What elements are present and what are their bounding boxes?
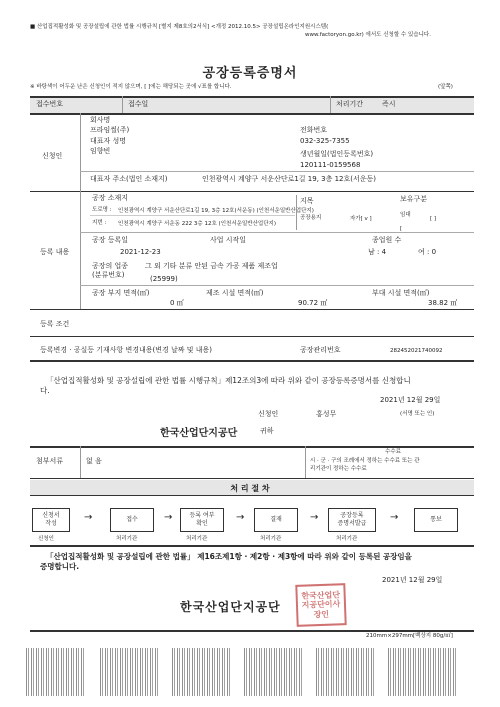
lot-address-value: 인천광역시 계양구 서운동 222 3층 12호 (인천서운일반산업단지) — [118, 221, 276, 227]
procedure-step-1: 신청서 작성 — [32, 508, 70, 532]
fee-text: 시 · 군 · 구의 조례에서 정하는 수수료 또는 관 — [310, 458, 420, 464]
issuer-name: 한국산업단지공단 — [180, 600, 281, 614]
procedure-step-5: 공장등록 증명서발급 — [328, 508, 376, 532]
barcode-4 — [244, 648, 304, 696]
factory-location-label: 공장 소재지 — [92, 194, 129, 202]
address-value: 인천광역시 계양구 서운산단로1길 19, 3층 12호(서운동) — [202, 175, 377, 183]
processing-period-value: 즉시 — [382, 100, 396, 108]
certification-text-cont: 증명합니다. — [40, 562, 80, 571]
procedure-step-3: 등록 여부 확인 — [180, 508, 224, 532]
arrow-icon: → — [164, 512, 173, 523]
ownership-self: 자가[ v ] — [350, 216, 372, 222]
conditions-label: 등록 조건 — [40, 320, 70, 328]
procedure-actor-4: 처리기관 — [260, 536, 282, 542]
ownership-lease-box: [ ] — [430, 216, 437, 222]
request-text: 「산업집적활성화 및 공장설립에 관한 법률 시행규칙」제12조의3에 따라 위와 같이 공장등록증명서를 신청합니 — [46, 376, 411, 385]
ownership-label: 보유구분 — [400, 195, 428, 203]
barcode-5 — [316, 648, 376, 696]
applicant-section-label: 신청인 — [42, 152, 63, 160]
procedure-actor-2: 처리기관 — [116, 536, 138, 542]
receipt-number-label: 접수번호 — [36, 100, 64, 108]
arrow-icon: → — [84, 512, 93, 523]
annex-area-label: 부대 시설 면적(㎡) — [372, 289, 430, 297]
building-area-value: 90.72 ㎡ — [298, 299, 328, 307]
site-area-label: 공장 부지 면적(㎡) — [92, 289, 150, 297]
employees-male: 남 : 4 — [368, 248, 387, 256]
road-address-label: 도로명 : — [92, 207, 112, 213]
employees-label: 종업원 수 — [372, 236, 402, 244]
industry-value: 그 외 기타 분류 안된 금속 가공 제품 제조업 — [145, 262, 278, 270]
request-text-cont: 다. — [40, 386, 50, 395]
birth-value: 120111-0159568 — [300, 161, 361, 169]
operation-start-label: 사업 시작일 — [210, 236, 247, 244]
annex-area-value: 38.82 ㎡ — [428, 299, 458, 307]
form-reference: ■ 산업집적활성화 및 공장설립에 관한 법률 시행규칙 [별지 제8호의2서식] <개정 2012.10.5> 공장설립온라인지원시스템( — [30, 24, 329, 30]
registration-date-value: 2021-12-23 — [120, 248, 161, 256]
procedure-actor-5: 처리기관 — [336, 536, 358, 542]
registration-date-label: 공장 등록일 — [92, 236, 129, 244]
road-address-value: 인천광역시 계양구 서운산단로1길 19, 3층 12호(서운동) (인천서운일반산업단지) — [118, 208, 314, 214]
building-area-label: 제조 시설 면적(㎡) — [206, 289, 264, 297]
address-label: 대표자 주소(법인 소재지) — [90, 175, 168, 183]
barcode-3 — [172, 648, 232, 696]
industry-sub-label: (분류번호) — [92, 271, 125, 279]
barcode-6 — [388, 648, 458, 696]
attachments-label: 첨부서류 — [36, 457, 64, 465]
representative-value: 임향빈 — [90, 147, 111, 155]
request-recipient: 한국산업단지공단 — [160, 428, 238, 439]
processing-period-label: 처리기간 — [336, 100, 364, 108]
form-reference-cont: www.factoryon.go.kr) 에서도 신청할 수 있습니다. — [305, 32, 431, 38]
procedure-title: 처 리 절 차 — [230, 484, 270, 493]
site-type-value: 공장용지 — [300, 215, 322, 221]
procedure-step-4: 결재 — [254, 508, 298, 532]
arrow-icon: → — [390, 512, 399, 523]
phone-value: 032-325-7355 — [300, 137, 350, 145]
jimok-label: 지목 — [300, 197, 314, 205]
certification-date: 2021년 12월 29일 — [382, 576, 443, 584]
certification-text: 「산업집적활성화 및 공장설립에 관한 법률」 제16조제1항 · 제2항 · 제3항에 따라 위와 같이 등록된 공장임을 — [46, 552, 412, 561]
ownership-bracket: [ — [400, 226, 403, 232]
birth-label: 생년월일(법인등록번호) — [300, 150, 374, 158]
barcode-2 — [100, 648, 160, 696]
signature-hint: (서명 또는 인) — [400, 411, 435, 417]
recipient-suffix: 귀하 — [260, 427, 274, 435]
changes-label: 등록변경 · 공실등 기재사항 변경내용(변경 날짜 및 내용) — [40, 346, 213, 354]
representative-label: 대표자 성명 — [90, 137, 127, 145]
applicant-sign-label: 신청인 — [258, 410, 279, 418]
barcode-1 — [26, 648, 86, 696]
attachments-value: 없 음 — [86, 457, 102, 465]
company-name-label: 회사명 — [90, 116, 111, 124]
management-number-value: 282452021740092 — [390, 348, 443, 354]
page-side: (앞쪽) — [438, 84, 453, 90]
industry-label: 공장의 업종 — [92, 262, 129, 270]
ownership-lease: 임대 — [400, 212, 411, 218]
procedure-step-6: 통보 — [414, 508, 458, 532]
receipt-row — [30, 96, 474, 113]
procedure-step-2: 접수 — [110, 508, 154, 532]
company-name-value: 프라임씰(주) — [90, 126, 130, 134]
applicant-sign-name: 홍성무 — [316, 410, 337, 418]
procedure-actor-1: 신청인 — [38, 536, 54, 542]
phone-label: 전화번호 — [300, 126, 328, 134]
paper-spec: 210mm×297mm[백상지 80g/㎡] — [366, 633, 453, 639]
lot-address-label: 지번 : — [92, 220, 107, 226]
receipt-date-label: 접수일 — [128, 100, 149, 108]
official-seal: 한국산업단지공단이사장인 — [295, 583, 346, 627]
request-date: 2021년 12월 29일 — [380, 396, 441, 404]
arrow-icon: → — [236, 512, 245, 523]
arrow-icon: → — [310, 512, 319, 523]
registration-section-label: 등록 내용 — [40, 248, 70, 256]
site-area-value: 0 ㎡ — [170, 299, 184, 307]
procedure-actor-3: 처리기관 — [186, 536, 208, 542]
employees-female: 여 : 0 — [418, 248, 437, 256]
fee-label: 수수료 — [385, 449, 401, 455]
fee-text-cont: 리기관이 정하는 수수료 — [310, 466, 367, 472]
notice: ※ 바탕색이 어두운 난은 신청인이 적지 않으며, [ ]에는 해당되는 곳에 √표를 합니다. — [30, 84, 232, 90]
document-title: 공장등록증명서 — [202, 66, 298, 81]
management-number-label: 공장관리번호 — [300, 346, 341, 354]
industry-code: (25999) — [150, 275, 178, 283]
